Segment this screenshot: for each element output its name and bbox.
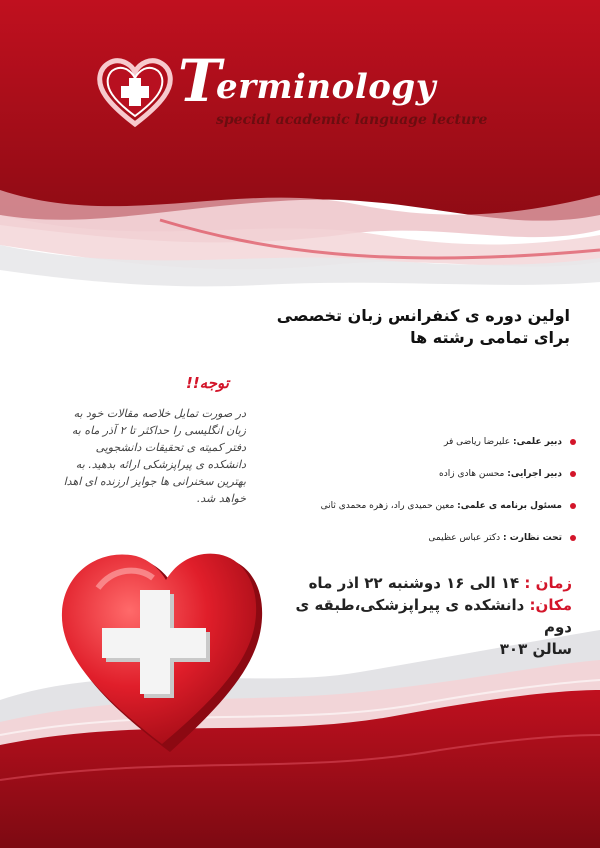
event-room: سالن ۳۰۳ <box>499 640 572 658</box>
event-place <box>272 594 572 638</box>
bullet-dot <box>570 471 576 477</box>
staff-label: تحت نظارت : <box>502 533 562 543</box>
staff-row <box>246 532 576 544</box>
staff-label: دبیر علمی: <box>513 437 562 447</box>
headline-line-2: برای تمامی رشته ها <box>410 328 570 347</box>
brand-title: erminology <box>216 67 436 107</box>
conference-headline <box>240 305 570 349</box>
staff-row <box>246 468 576 480</box>
heart-3d-cross-icon <box>58 538 268 758</box>
heart-cross-icon <box>96 56 174 128</box>
notice-body: در صورت تمایل خلاصه مقالات خود به زبان انگلیسی را حداکثر تا ۲ آذر ماه به دفتر کمیته ی تحقیقات دانشجویی دانشکده ی پیراپزشکی ارائه بدهید. به بهترین سخنرانی ها جوایز ارزنده ای اهدا خواهد شد. <box>63 407 246 505</box>
event-info <box>272 572 572 660</box>
event-place-label: مکان: <box>529 596 572 614</box>
staff-row <box>246 436 576 448</box>
headline-line-1: اولین دوره ی کنفرانس زبان تخصصی <box>276 306 570 325</box>
staff-label: دبیر اجرایی: <box>507 469 562 479</box>
staff-list <box>246 436 576 564</box>
staff-value: محسن هادی زاده <box>439 469 505 479</box>
bullet-dot <box>570 439 576 445</box>
event-time-label: زمان : <box>524 574 572 592</box>
event-place-value: دانشکده ی پیراپزشکی،طبقه ی دوم <box>295 596 572 636</box>
bullet-dot <box>570 535 576 541</box>
staff-value: دکتر عباس عظیمی <box>428 533 501 543</box>
staff-value: معین حمیدی راد، زهره محمدی ثانی <box>320 501 455 511</box>
staff-row <box>246 500 576 512</box>
event-time <box>272 572 572 594</box>
brand-subtitle: special academic language lecture <box>216 112 488 128</box>
brand-title-initial: T <box>178 47 222 115</box>
bullet-dot <box>570 503 576 509</box>
notice-title: توجه!! <box>186 374 229 392</box>
event-time-value: ۱۴ الی ۱۶ دوشنبه ۲۲ اذر ماه <box>308 574 520 592</box>
staff-value: علیرضا ریاضی فر <box>444 437 511 447</box>
staff-label: مسئول برنامه ی علمی: <box>457 501 562 511</box>
